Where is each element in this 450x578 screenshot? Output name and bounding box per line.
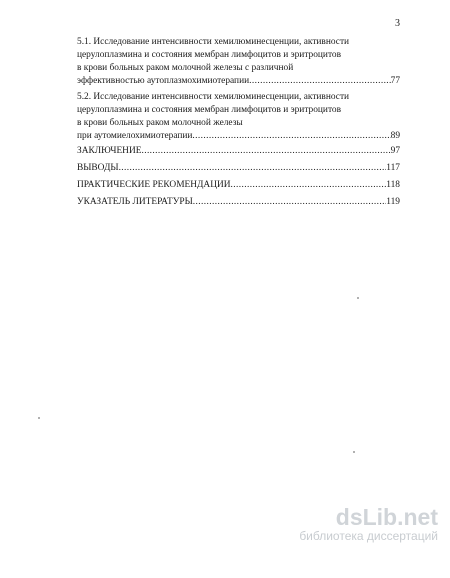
toc-section-title: ЗАКЛЮЧЕНИЕ: [77, 146, 142, 156]
toc-entry-line: в крови больных раком молочной железы с различной: [77, 63, 294, 73]
toc-page-ref: 118: [386, 180, 400, 190]
toc-entry-last-line: [77, 75, 400, 88]
toc-entry-line: в крови больных раком молочной железы: [77, 118, 243, 128]
toc-page-ref: 97: [390, 146, 400, 156]
toc-entry-5-2: [77, 91, 400, 143]
watermark: [299, 505, 438, 543]
toc-section-title: УКАЗАТЕЛЬ ЛИТЕРАТУРЫ: [77, 197, 193, 207]
toc-section-conclusion: [77, 143, 400, 160]
toc-page-ref: 119: [386, 197, 400, 207]
toc-section-references: [77, 194, 400, 211]
dot-leader: [193, 194, 387, 211]
toc-section-findings: [77, 160, 400, 177]
watermark-subtitle: библиотека диссертаций: [299, 529, 438, 543]
dot-leader: [119, 160, 387, 177]
toc-entry-line: церулоплазмина и состояния мембран лимфоцитов и эритроцитов: [77, 105, 342, 115]
toc-entry-line: церулоплазмина и состояния мембран лимфоцитов и эритроцитов: [77, 50, 342, 60]
watermark-logo: dsLib.net: [335, 504, 438, 530]
toc-page-ref: 77: [390, 76, 400, 86]
toc-section-title: ВЫВОДЫ: [77, 163, 119, 173]
dot-leader: [249, 75, 391, 88]
scan-speck: [357, 297, 359, 299]
toc-page-ref: 117: [386, 163, 400, 173]
dot-leader: [231, 177, 387, 194]
toc-entry-last-line: [77, 130, 400, 143]
dot-leader: [141, 143, 390, 160]
page-number: 3: [395, 18, 400, 29]
scan-speck: [38, 417, 40, 419]
toc-entry-line: при аутомиелохимиотерапии: [77, 131, 193, 141]
dot-leader: [192, 130, 390, 143]
scan-speck: [353, 451, 355, 453]
toc-entry-line: 5.2. Исследование интенсивности хемилюминесценции, активности: [77, 92, 350, 102]
toc-entry-line: 5.1. Исследование интенсивности хемилюминесценции, активности: [77, 37, 350, 47]
table-of-contents: [77, 36, 400, 211]
toc-page-ref: 89: [390, 131, 400, 141]
toc-entry-line: эффективностью аутоплазмохимиотерапии: [77, 76, 250, 86]
toc-section-title: ПРАКТИЧЕСКИЕ РЕКОМЕНДАЦИИ: [77, 180, 231, 190]
toc-sections: [77, 143, 400, 211]
toc-section-recommendations: [77, 177, 400, 194]
toc-entry-5-1: [77, 36, 400, 88]
